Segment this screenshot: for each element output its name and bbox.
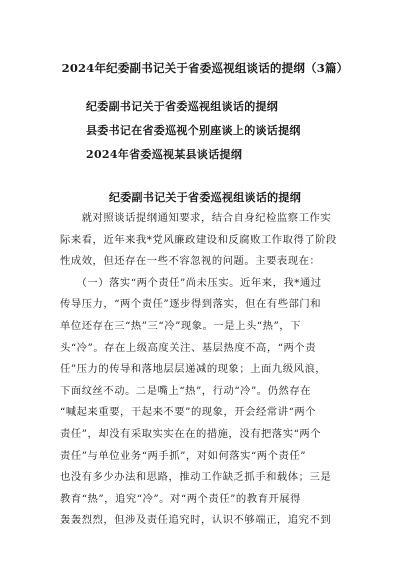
toc-item: 纪委副书记关于省委巡视组谈话的提纲 bbox=[86, 100, 279, 113]
toc-item: 2024年省委巡视某县谈话提纲 bbox=[86, 148, 243, 161]
text-line: 也没有多少办法和思路，推动工作缺乏抓手和载体；三是 bbox=[60, 471, 332, 484]
toc-item: 县委书记在省委巡视个别座谈上的谈话提纲 bbox=[86, 124, 301, 137]
text-line: 责任”，却没有采取实实在在的措施，没有把落实“两个 bbox=[60, 427, 322, 440]
body-text bbox=[60, 211, 355, 535]
text-line: 责任”与单位业务“两手抓”，对如何落实“两个责任” bbox=[60, 449, 307, 462]
section-title: 纪委副书记关于省委巡视组谈话的提纲 bbox=[108, 191, 302, 204]
text-line: （一）落实“两个责任”尚未压实。近年来，我*通过 bbox=[60, 276, 322, 289]
text-line: 单位还存在三“热”三“冷”现象。一是上头“热”，下 bbox=[60, 319, 301, 332]
text-line: 头“冷”。存在上级高度关注、基层热度不高，“两个责 bbox=[60, 341, 317, 354]
text-line: “喊起来重要，干起来不要”的现象，开会经常讲“两个 bbox=[60, 406, 317, 419]
text-line: 际来看，近年来我*党风廉政建设和反腐败工作取得了阶段 bbox=[60, 233, 337, 246]
text-line: 任”压力的传导和落地层层递减的现象；上面九级风浪， bbox=[60, 363, 327, 376]
text-line: 教育“热”，追究“冷”。对“两个责任”的教育开展得 bbox=[60, 492, 301, 505]
text-line: 就对照谈话提纲通知要求，结合自身纪检监察工作实 bbox=[60, 212, 332, 224]
table-of-contents bbox=[86, 100, 301, 172]
document-title: 2024年纪委副书记关于省委巡视组谈话的提纲（3篇） bbox=[61, 61, 349, 75]
text-line: 下面纹丝不动。二是嘴上“热”，行动“冷”。仍然存在 bbox=[60, 384, 312, 397]
text-line: 轰轰烈烈，但涉及责任追究时，认识不够端正，追究不到 bbox=[60, 514, 332, 527]
text-line: 传导压力，“两个责任”逐步得到落实，但在有些部门和 bbox=[60, 298, 322, 311]
text-line: 性成效，但还存在一些不容忽视的问题。主要表现在： bbox=[60, 255, 321, 268]
